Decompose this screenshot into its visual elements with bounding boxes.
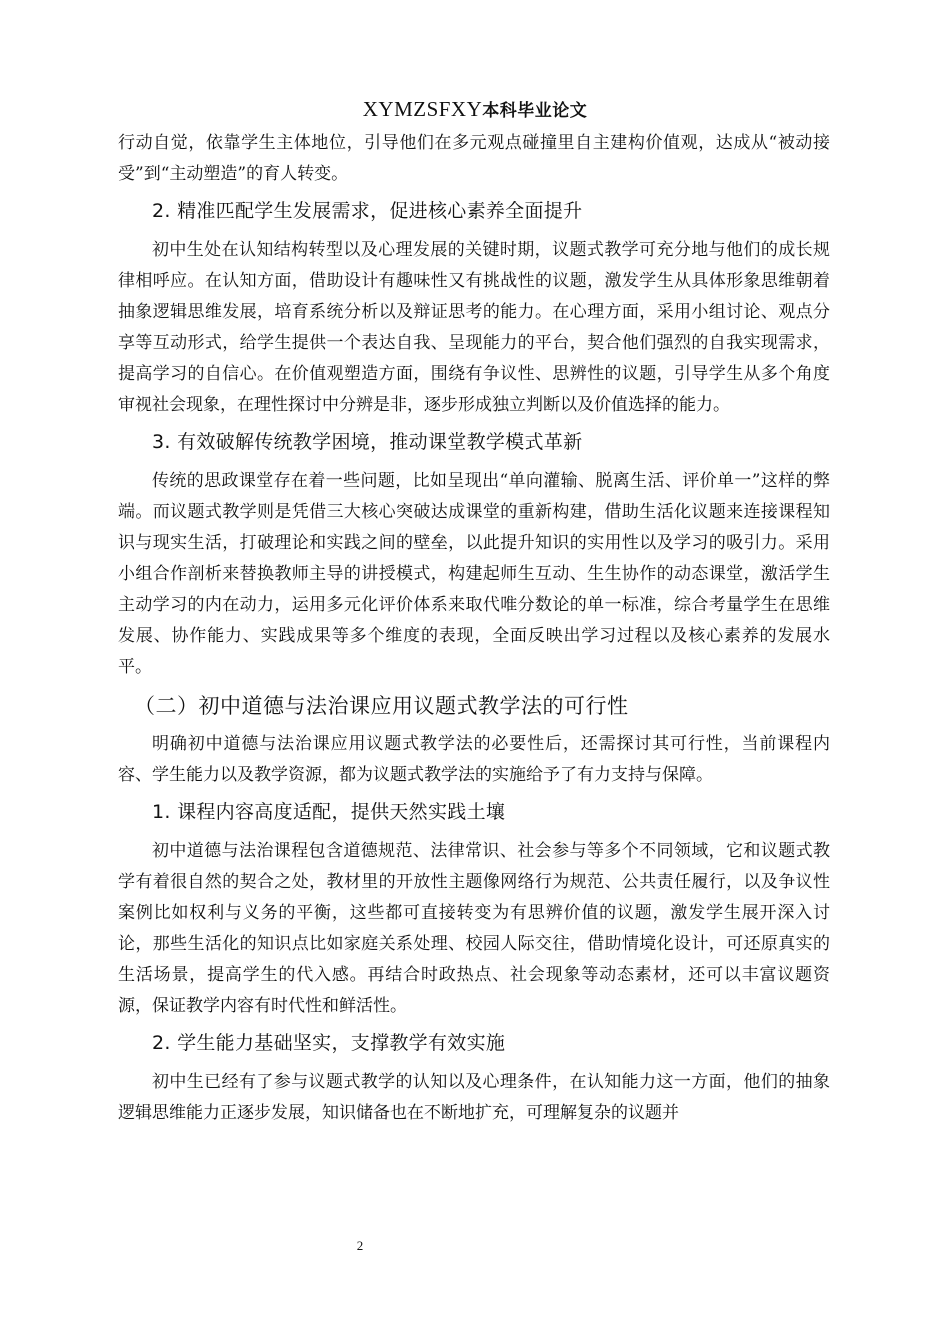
- header-title: 本科毕业论文: [482, 101, 588, 121]
- paragraph: 初中生处在认知结构转型以及心理发展的关键时期，议题式教学可充分地与他们的成长规律相呼应。在认知方面，借助设计有趣味性又有挑战性的议题，激发学生从具体形象思维朝着抽象逻辑思维发展，培育系统分析以及辩证思考的能力。在心理方面，采用小组讨论、观点分享等互动形式，给学生提供一个表达自我、呈现能力的平台，契合他们强烈的自我实现需求，提高学习的自信心。在价值观塑造方面，围绕有争议性、思辨性的议题，引导学生从多个角度审视社会现象，在理性探讨中分辨是非，逐步形成独立判断以及价值选择的能力。: [118, 240, 830, 415]
- subheading-3: 3. 有效破解传统教学困境，推动课堂教学模式革新: [152, 431, 583, 453]
- subheading-b1: 1. 课程内容高度适配，提供天然实践土壤: [152, 801, 506, 823]
- paragraph-continued: 行动自觉，依靠学生主体地位，引导他们在多元观点碰撞里自主建构价值观，达成从“被动接受”到“主动塑造”的育人转变。: [118, 133, 830, 184]
- section-heading: （二）初中道德与法治课应用议题式教学法的可行性: [134, 694, 629, 718]
- paragraph: 初中道德与法治课程包含道德规范、法律常识、社会参与等多个不同领域，它和议题式教学有着很自然的契合之处，教材里的开放性主题像网络行为规范、公共责任履行，以及争议性案例比如权利与义务的平衡，这些都可直接转变为有思辨价值的议题，激发学生展开深入讨论，那些生活化的知识点比如家庭关系处理、校园人际交往，借助情境化设计，可还原真实的生活场景，提高学生的代入感。再结合时政热点、社会现象等动态素材，还可以丰富议题资源，保证教学内容有时代性和鲜活性。: [118, 841, 830, 1016]
- header-school-code: XYMZSFXY: [362, 97, 483, 121]
- paragraph: 传统的思政课堂存在着一些问题，比如呈现出“单向灌输、脱离生活、评价单一”这样的弊端。而议题式教学则是凭借三大核心突破达成课堂的重新构建，借助生活化议题来连接课程知识与现实生活，打破理论和实践之间的壁垒，以此提升知识的实用性以及学习的吸引力。采用小组合作剖析来替换教师主导的讲授模式，构建起师生互动、生生协作的动态课堂，激活学生主动学习的内在动力，运用多元化评价体系来取代唯分数论的单一标准，综合考量学生在思维发展、协作能力、实践成果等多个维度的表现，全面反映出学习过程以及核心素养的发展水平。: [118, 471, 830, 677]
- paragraph: 初中生已经有了参与议题式教学的认知以及心理条件，在认知能力这一方面，他们的抽象逻辑思维能力正逐步发展，知识储备也在不断地扩充，可理解复杂的议题并: [118, 1072, 830, 1123]
- paragraph: 明确初中道德与法治课应用议题式教学法的必要性后，还需探讨其可行性，当前课程内容、学生能力以及教学资源，都为议题式教学法的实施给予了有力支持与保障。: [118, 734, 830, 785]
- page-header: [0, 96, 950, 124]
- page-number: 2: [356, 1238, 364, 1253]
- subheading-b2: 2. 学生能力基础坚实，支撑教学有效实施: [152, 1032, 506, 1054]
- body-text: [118, 128, 830, 1129]
- subheading-2: 2. 精准匹配学生发展需求，促进核心素养全面提升: [152, 200, 583, 222]
